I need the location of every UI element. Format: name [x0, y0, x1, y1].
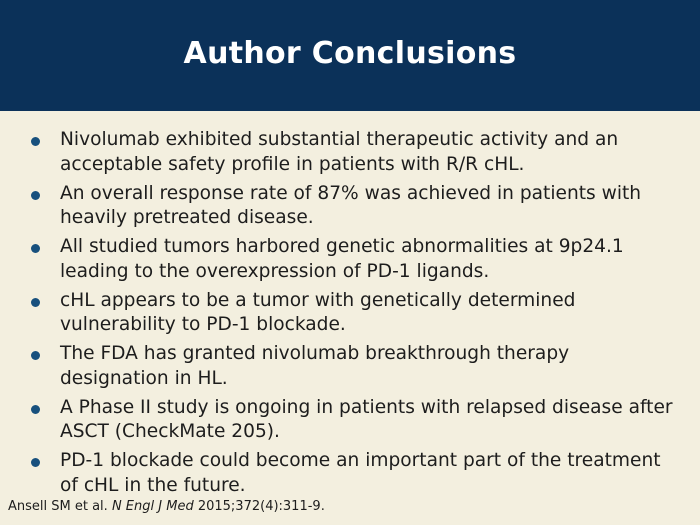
- citation-journal: N Engl J Med: [111, 499, 194, 514]
- bullet-icon: [31, 351, 40, 360]
- bullet-icon: [31, 405, 40, 414]
- bullet-icon: [31, 298, 40, 307]
- bullet-text: The FDA has granted nivolumab breakthrough therapy designation in HL.: [60, 343, 570, 389]
- citation-authors: Ansell SM et al.: [8, 499, 108, 514]
- bullet-icon: [31, 244, 40, 253]
- list-item: [30, 289, 680, 338]
- conclusions-list: [30, 128, 680, 503]
- bullet-text: All studied tumors harbored genetic abnormalities at 9p24.1 leading to the overexpression of PD-1 ligands.: [60, 236, 624, 282]
- citation: [8, 499, 325, 514]
- bullet-text: An overall response rate of 87% was achieved in patients with heavily pretreated disease.: [60, 182, 642, 228]
- list-item: [30, 235, 680, 284]
- bullet-icon: [31, 458, 40, 467]
- bullet-icon: [31, 137, 40, 146]
- title-banner: [0, 0, 700, 111]
- bullet-icon: [31, 191, 40, 200]
- citation-details: 2015;372(4):311-9.: [197, 499, 325, 514]
- list-item: [30, 449, 680, 498]
- bullet-text: Nivolumab exhibited substantial therapeutic activity and an acceptable safety profile in patients with R/R cHL.: [60, 129, 619, 175]
- list-item: [30, 128, 680, 177]
- list-item: [30, 396, 680, 445]
- bullet-text: A Phase II study is ongoing in patients with relapsed disease after ASCT (CheckMate 205).: [60, 396, 673, 442]
- bullet-text: cHL appears to be a tumor with genetically determined vulnerability to PD-1 blockade.: [60, 289, 576, 335]
- bullet-text: PD-1 blockade could become an important part of the treatment of cHL in the future.: [60, 450, 661, 496]
- list-item: [30, 342, 680, 391]
- slide-title: Author Conclusions: [183, 36, 517, 71]
- list-item: [30, 182, 680, 231]
